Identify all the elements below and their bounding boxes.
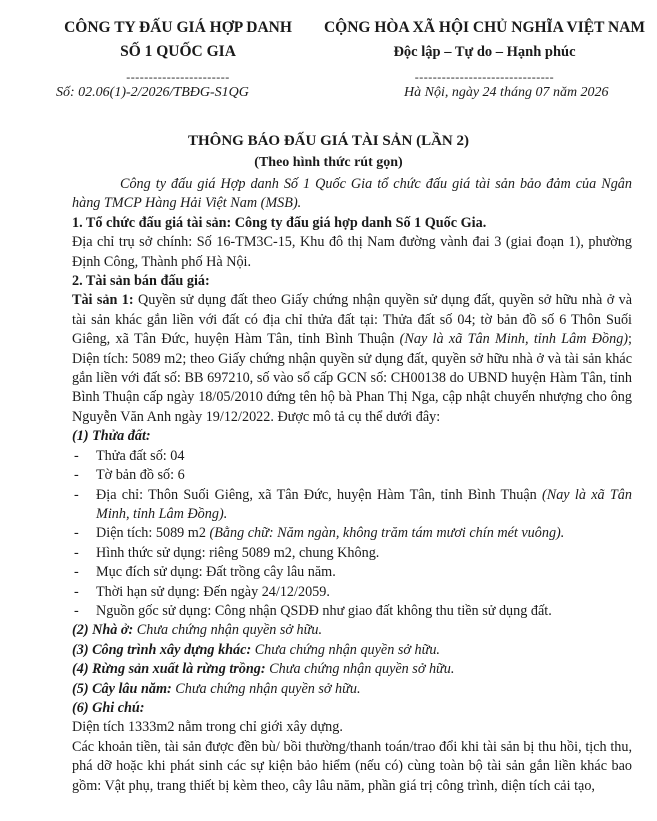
asset1-paragraph (72, 291, 632, 427)
forest-label: (4) Rừng sản xuất là rừng trồng: (72, 661, 266, 678)
intro-paragraph: Công ty đấu giá Hợp danh Số 1 Quốc Gia tổ chức đấu giá tài sản bảo đảm của Ngân hàng TMCP Hàng Hải Việt Nam (MSB). (72, 176, 632, 212)
land-address-text: Địa chỉ: Thôn Suối Giêng, xã Tân Đức, huyện Hàm Tân, tỉnh Bình Thuận (96, 486, 543, 503)
company-header (62, 16, 294, 84)
house-text: Chưa chứng nhận quyền sở hữu. (133, 622, 323, 639)
land-item-area (72, 524, 632, 543)
house-line (72, 621, 632, 640)
document-body (72, 175, 632, 796)
section2-heading: 2. Tài sản bán đấu giá: (72, 273, 210, 290)
land-item-address (72, 486, 632, 525)
forest-text: Chưa chứng nhận quyền sở hữu. (265, 661, 455, 678)
house-label: (2) Nhà ở: (72, 622, 134, 639)
national-motto: Độc lập – Tự do – Hạnh phúc (393, 44, 576, 60)
national-header (322, 16, 647, 84)
reference-number: Số: 02.06(1)-2/2026/TBĐG-S1QG (56, 85, 249, 100)
land-item-term: - Thời hạn sử dụng: Đến ngày 24/12/2059. (72, 583, 632, 602)
perennial-text: Chưa chứng nhận quyền sở hữu. (171, 680, 361, 697)
construction-label: (3) Công trình xây dựng khác: (72, 641, 252, 658)
land-item-map-sheet: - Tờ bản đồ số: 6 (72, 466, 632, 485)
asset1-label: Tài sản 1: (72, 292, 134, 309)
land-item-usage-form: - Hình thức sử dụng: riêng 5089 m2, chung Không. (72, 544, 632, 563)
land-area-text: Diện tích: 5089 m2 (96, 525, 210, 542)
asset1-text-italic: (Nay là xã Tân Minh, tỉnh Lâm Đồng) (399, 331, 629, 348)
land-heading: (1) Thửa đất: (72, 428, 151, 445)
forest-line (72, 660, 632, 679)
land-item-origin: - Nguồn gốc sử dụng: Công nhận QSDĐ như giao đất không thu tiền sử dụng đất. (72, 602, 632, 621)
company-name-line1: CÔNG TY ĐẤU GIÁ HỢP DANH (64, 19, 292, 36)
construction-line (72, 641, 632, 660)
construction-text: Chưa chứng nhận quyền sở hữu. (251, 641, 440, 658)
document-subtitle: (Theo hình thức rút gọn) (254, 155, 403, 170)
land-address-italic: (Nay là xã Tân Minh, tỉnh Lâm Đồng). (96, 486, 632, 522)
company-divider: ----------------------- (126, 70, 230, 84)
notes-line2: Các khoản tiền, tài sản được đền bù/ bồi thường/thanh toán/trao đổi khi tài sản bị thu hồi, tịch thu, phá dỡ hoặc khi phát sinh các sự kiện bảo hiểm (nếu có) cùng toàn bộ tài sản gắn liền khác bao gồm: Vật phụ, trang thiết bị kèm theo, cây lâu năm, phần giá trị công trình, diện tích cải tạo, (72, 738, 632, 794)
company-name-line2: SỐ 1 QUỐC GIA (120, 43, 236, 60)
land-area-italic: (Bằng chữ: Năm ngàn, không trăm tám mươi chín mét vuông). (209, 525, 565, 542)
document-title: THÔNG BÁO ĐẤU GIÁ TÀI SẢN (LẦN 2) (187, 133, 469, 149)
asset1-text-b: ; Diện tích: 5089 m2; theo Giấy chứng nhận quyền sử dụng đất, quyền sở hữu nhà ở và tài sản khác gắn liền với đất số: BB 697210, số vào sổ cấp GCN số: CH00138 do UBND huyện Hàm Tân, tỉnh Bình Thuận cấp ngày 18/05/2010 đứng tên hộ bà Phan Thị Nga, cập nhật chuyển nhượng cho ông Nguyễn Văn Anh ngày 19/12/2022. Được mô tả cụ thể dưới đây: (72, 331, 632, 425)
national-title: CỘNG HÒA XÃ HỘI CHỦ NGHĨA VIỆT NAM (323, 19, 646, 36)
asset1-text-a: Quyền sử dụng đất theo Giấy chứng nhận quyền sử dụng đất, quyền sở hữu nhà ở và tài sản khác gắn liền với đất có địa chỉ thửa đất tại: Thửa đất số 04; tờ bản đồ số 6 Thôn Suối Giêng, xã Tân Đức, huyện Hàm Tân, tỉnh Bình Thuận (72, 292, 632, 348)
notes-line1: Diện tích 1333m2 nằm trong chỉ giới xây dựng. (72, 719, 343, 736)
land-item-parcel: - Thửa đất số: 04 (72, 447, 632, 466)
perennial-label: (5) Cây lâu năm: (72, 680, 172, 697)
section1-address: Địa chỉ trụ sở chính: Số 16-TM3C-15, Khu đô thị Nam đường vành đai 3 (giai đoạn 1), phường Định Công, Thành phố Hà Nội. (72, 234, 632, 270)
perennial-line (72, 680, 632, 699)
notes-heading: (6) Ghi chú: (72, 699, 145, 716)
land-item-purpose: - Mục đích sử dụng: Đất trồng cây lâu năm. (72, 563, 632, 582)
national-divider: ------------------------------- (414, 70, 555, 84)
section1-heading: 1. Tổ chức đấu giá tài sản: Công ty đấu giá hợp danh Số 1 Quốc Gia. (72, 214, 487, 231)
issue-date: Hà Nội, ngày 24 tháng 07 năm 2026 (404, 85, 609, 100)
